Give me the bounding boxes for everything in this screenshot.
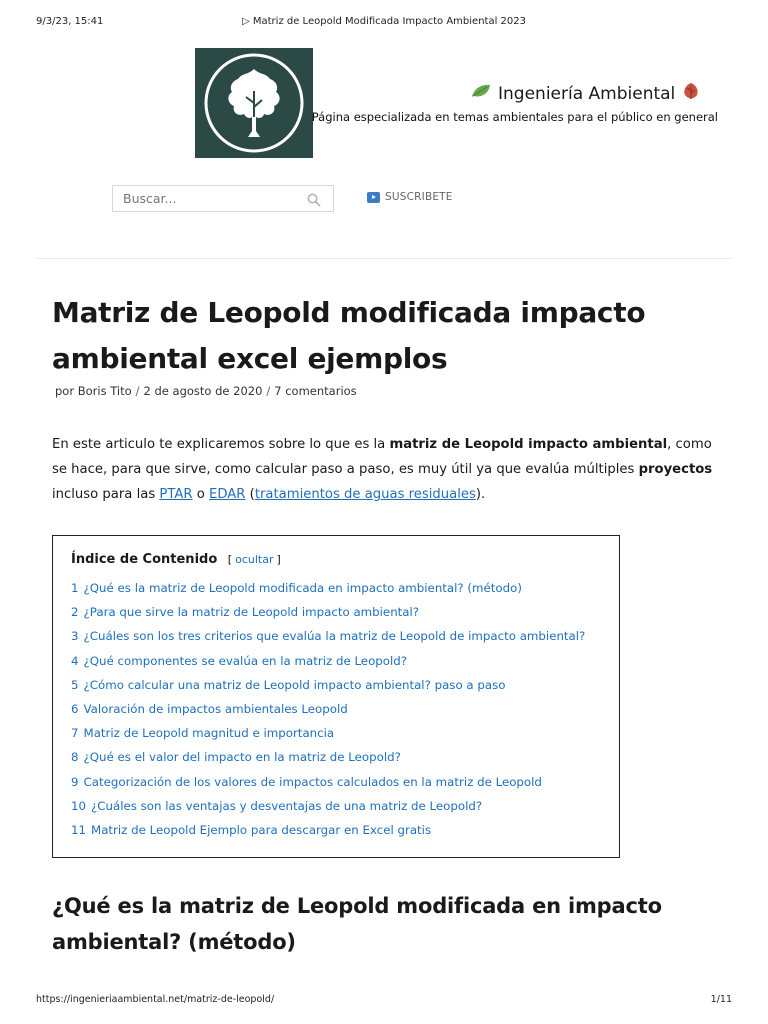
toc-item-number: 10 bbox=[71, 798, 87, 813]
meta-prefix: por bbox=[55, 384, 75, 398]
toc-item[interactable] bbox=[71, 745, 601, 769]
print-footer bbox=[36, 994, 732, 1008]
green-leaf-icon bbox=[470, 83, 492, 104]
toc-toggle-bracket: ] bbox=[276, 553, 281, 566]
ptar-link[interactable]: PTAR bbox=[159, 487, 193, 502]
red-leaf-icon bbox=[681, 82, 701, 105]
intro-text: ( bbox=[245, 487, 255, 502]
print-header bbox=[36, 16, 732, 30]
toc-item-number: 7 bbox=[71, 726, 79, 741]
wastewater-link[interactable]: tratamientos de aguas residuales bbox=[254, 487, 476, 502]
toc-item-label[interactable]: ¿Cómo calcular una matriz de Leopold impacto ambiental? paso a paso bbox=[83, 677, 506, 692]
toc-hide-link[interactable]: ocultar bbox=[235, 553, 274, 566]
toc-item-number: 1 bbox=[71, 581, 79, 595]
site-logo[interactable] bbox=[195, 48, 313, 158]
edar-link[interactable]: EDAR bbox=[209, 487, 246, 502]
toc-item[interactable] bbox=[71, 721, 601, 745]
meta-date: 2 de agosto de 2020 bbox=[143, 384, 263, 398]
toc-item[interactable] bbox=[71, 770, 601, 794]
intro-bold-term: matriz de Leopold impacto ambiental bbox=[389, 437, 668, 452]
toc-item-number: 5 bbox=[71, 677, 79, 692]
intro-text: o bbox=[192, 487, 210, 502]
article-intro bbox=[52, 432, 722, 507]
subscribe-link[interactable] bbox=[367, 191, 453, 203]
section-heading: ¿Qué es la matriz de Leopold modificada en impacto ambiental? (método) bbox=[52, 894, 662, 954]
toc-item-number: 11 bbox=[71, 823, 87, 838]
toc-item-label[interactable]: ¿Para que sirve la matriz de Leopold impacto ambiental? bbox=[83, 605, 420, 620]
print-date: 9/3/23, 15:41 bbox=[36, 16, 104, 27]
search-icon[interactable] bbox=[307, 192, 321, 211]
print-document-title: ▷ Matriz de Leopold Modificada Impacto Ambiental 2023 bbox=[242, 16, 526, 27]
toc-item-label[interactable]: ¿Qué es el valor del impacto en la matriz de Leopold? bbox=[83, 750, 401, 765]
toc-toggle bbox=[228, 553, 281, 566]
intro-text: En este articulo te explicaremos sobre lo que es la bbox=[52, 437, 390, 452]
article-meta: por Boris Tito / 2 de agosto de 2020 / 7 comentarios bbox=[55, 384, 357, 398]
toc-item-number: 4 bbox=[71, 653, 79, 668]
toc-list bbox=[71, 576, 601, 842]
toc-item-label[interactable]: ¿Cuáles son los tres criterios que evalúa la matriz de Leopold de impacto ambiental? bbox=[83, 629, 586, 644]
toc-item-number: 3 bbox=[71, 629, 79, 644]
table-of-contents bbox=[52, 535, 620, 858]
toc-toggle-bracket: [ bbox=[227, 553, 233, 566]
toc-item-label[interactable]: Valoración de impactos ambientales Leopold bbox=[83, 702, 348, 717]
site-tagline: Página especializada en temas ambientales para el público en general bbox=[311, 110, 718, 124]
toc-item[interactable] bbox=[71, 673, 601, 697]
meta-comments[interactable]: 7 comentarios bbox=[274, 384, 357, 398]
toc-item-label[interactable]: Matriz de Leopold Ejemplo para descargar en Excel gratis bbox=[91, 823, 432, 838]
search-box bbox=[112, 185, 334, 212]
toc-item-number: 8 bbox=[71, 750, 79, 765]
intro-text: , como se hace, para que sirve, como calcular paso a paso, es muy útil ya que evalúa múltiples bbox=[52, 437, 712, 477]
site-name-text: Ingeniería Ambiental bbox=[498, 83, 676, 104]
print-url: https://ingenieriaambiental.net/matriz-de-leopold/ bbox=[36, 994, 275, 1005]
print-page-number: 1/11 bbox=[710, 994, 732, 1005]
toc-item[interactable] bbox=[71, 649, 601, 673]
toc-item-label[interactable]: ¿Cuáles son las ventajas y desventajas de una matriz de Leopold? bbox=[91, 798, 483, 813]
toc-item-number: 9 bbox=[71, 774, 79, 789]
toc-item[interactable] bbox=[71, 818, 601, 842]
toc-item[interactable] bbox=[71, 576, 601, 600]
toc-item[interactable] bbox=[71, 794, 601, 818]
toc-title: Índice de Contenido bbox=[71, 552, 218, 567]
header-divider bbox=[36, 258, 732, 259]
intro-text: incluso para las bbox=[52, 487, 160, 502]
tree-logo-icon bbox=[202, 51, 306, 155]
subscribe-label: SUSCRIBETE bbox=[385, 191, 453, 203]
intro-text: ). bbox=[475, 487, 486, 502]
intro-bold-term: proyectos bbox=[638, 462, 713, 477]
toc-item[interactable] bbox=[71, 600, 601, 624]
toc-item-label[interactable]: ¿Qué componentes se evalúa en la matriz de Leopold? bbox=[83, 653, 408, 668]
toc-item-number: 2 bbox=[71, 605, 79, 620]
toc-item-label[interactable]: Categorización de los valores de impactos calculados en la matriz de Leopold bbox=[83, 774, 542, 789]
search-input[interactable] bbox=[113, 186, 293, 211]
toc-item[interactable] bbox=[71, 624, 601, 648]
play-icon bbox=[367, 192, 380, 203]
toc-header bbox=[71, 552, 601, 567]
toc-item-number: 6 bbox=[71, 702, 79, 717]
toc-item-label[interactable]: Matriz de Leopold magnitud e importancia bbox=[83, 726, 335, 741]
toc-item-label[interactable]: ¿Qué es la matriz de Leopold modificada en impacto ambiental? (método) bbox=[83, 581, 522, 595]
site-name[interactable] bbox=[470, 82, 730, 105]
meta-author[interactable]: Boris Tito bbox=[77, 384, 132, 398]
toc-item[interactable] bbox=[71, 697, 601, 721]
article-title: Matriz de Leopold modificada impacto ambiental excel ejemplos bbox=[52, 296, 646, 375]
